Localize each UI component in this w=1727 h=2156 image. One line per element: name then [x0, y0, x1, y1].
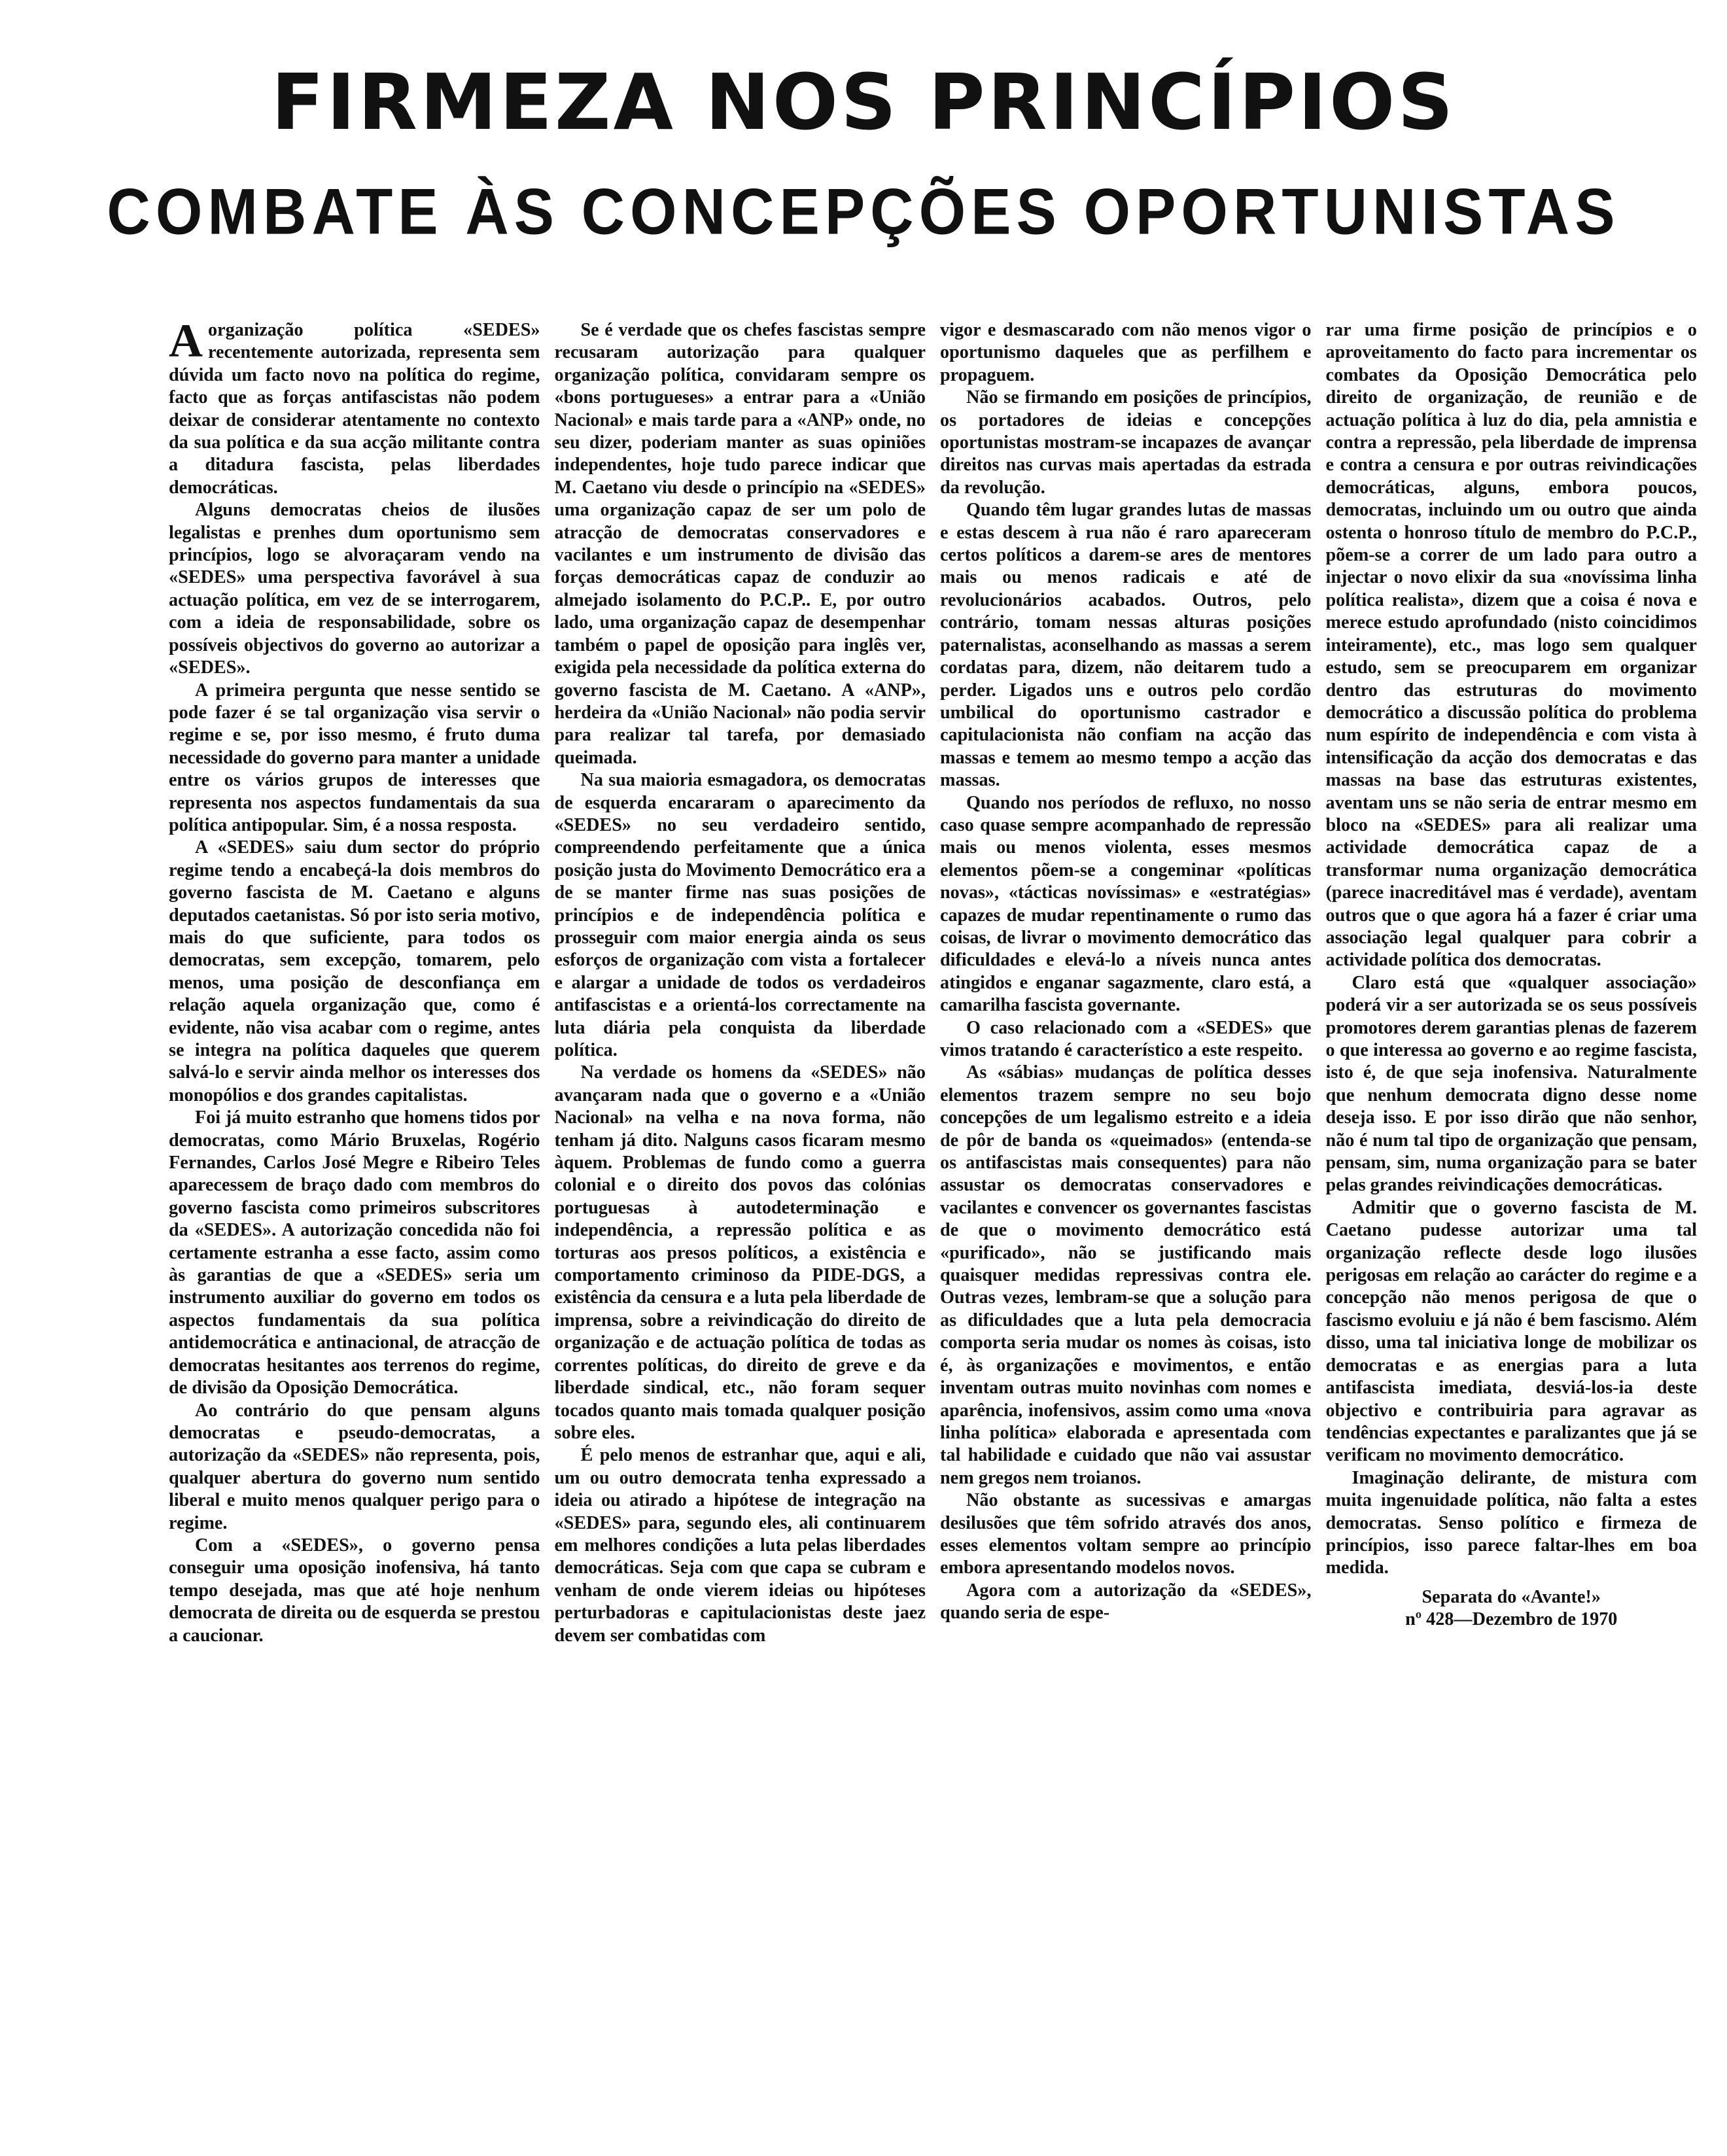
- column-1: [169, 319, 540, 2134]
- article-body: [169, 319, 1697, 2134]
- paragraph: rar uma firme posição de princípios e o aproveitamento do facto para incrementar os combates da Oposição Democrática pelo direito de organização, de reunião e de actuação política à luz do dia, pela amnistia e contra a repressão, pela liberdade de imprensa e contra a censura e por outras reivindicações democráticas, alguns, embora poucos, democratas, incluindo um ou outro que ainda ostenta o honroso título de membro do P.C.P., põem-se a correr de um lado para outro a injectar o novo elixir da sua «novíssima linha política realista», dizem que a coisa é nova e merece estudo aprofundado (nisto coincidimos inteiramente), etc., mas logo sem qualquer estudo, sem se preocuparem em organizar dentro das estruturas do movimento democrático a discussão política do problema num espírito de independência e com vista à intensificação da acção dos democratas e das massas na base das estruturas existentes, aventam uns se não seria de entrar mesmo em bloco na «SEDES» para ali realizar uma actividade democrática capaz de a transformar numa organização democrática (parece inacreditável mas é verdade), aventam outros que o que agora há a fazer é criar uma associação legal qualquer para cobrir a actividade política dos democratas.: [1325, 320, 1697, 971]
- paragraph: Admitir que o governo fascista de M. Caetano pudesse autorizar uma tal organização reflecte desde logo ilusões perigosas em relação ao carácter do regime e a concepção não menos perigosa de que o fascismo evoluiu e já não é bem fascismo. Além disso, uma tal iniciativa longe de mobilizar os democratas e as energias para a luta antifascista imediata, desviá-los-ia deste objectivo e contribuiria para agravar as tendências expectantes e paralizantes que já se verificam no movimento democrático.: [1325, 1197, 1697, 1466]
- paragraph: Quando têm lugar grandes lutas de massas e estas descem à rua não é raro apareceram certos políticos a darem-se ares de mentores mais ou menos radicais e até de revolucionários acabados. Outros, pelo contrário, tomam nessas alturas posições paternalistas, aconselhando as massas a serem cordatas para, dizem, não deitarem tudo a perder. Ligados uns e outros pelo cordão umbilical do oportunismo castrador e capitulacionista não confiam na acção das massas e temem ao mesmo tempo a acção das massas.: [940, 500, 1312, 791]
- paragraph: Foi já muito estranho que homens tidos por democratas, como Mário Bruxelas, Rogério Fernandes, Carlos José Megre e Ribeiro Teles aparecessem de braço dado com membros do governo fascista como primeiros subscritores da «SEDES». A autorização concedida não foi certamente estranha a esse facto, assim como às garantias de que a «SEDES» seria um instrumento auxiliar do governo em todos os aspectos fundamentais da sua política antidemocrática e antinacional, de atracção de democratas hesitantes aos terrenos do regime, de divisão da Oposição Democrática.: [169, 1107, 540, 1399]
- column-3: [940, 319, 1312, 2134]
- column-4: [1326, 319, 1698, 2134]
- paragraph: Imaginação delirante, de mistura com muita ingenuidade política, não falta a estes democratas. Senso político e firmeza de princípios, isso parece faltar-lhes em boa medida.: [1325, 1467, 1697, 1578]
- paragraph: Claro está que «qualquer associação» poderá vir a ser autorizada se os seus possíveis promotores derem garantias plenas de fazerem o que interessa ao governo e ao regime fascista, isto é, de que seja inofensiva. Naturalmente que nenhum democrata digno desse nome deseja isso. E por isso dirão que não senhor, não é num tal tipo de organização que pensam, pensam, sim, numa organização para se bater pelas grandes reivindicações democráticas.: [1325, 972, 1697, 1196]
- paragraph: vigor e desmascarado com não menos vigor o oportunismo daqueles que as perfilhem e propaguem.: [940, 320, 1312, 385]
- paragraph: Na verdade os homens da «SEDES» não avançaram nada que o governo e a «União Nacional» na velha e na nova forma, não tenham já dito. Nalguns casos ficaram mesmo àquem. Problemas de fundo como a guerra colonial e o direito dos povos das colónias portuguesas à autodeterminação e independência, a repressão política e as torturas aos presos políticos, a existência e comportamento criminoso da PIDE-DGS, a existência da censura e a luta pela liberdade de imprensa, sobre a reivindicação do direito de organização e de actuação política de todas as correntes políticas, do direito de greve e da liberdade sindical, etc., não foram sequer tocados quanto mais tomada qualquer posição sobre eles.: [554, 1062, 926, 1443]
- source-line: Separata do «Avante!»: [1422, 1586, 1601, 1607]
- column-2: [555, 319, 926, 2134]
- paragraph: Na sua maioria esmagadora, os democratas de esquerda encararam o aparecimento da «SEDES» no seu verdadeiro sentido, compreendendo perfeitamente que a única posição justa do Movimento Democrático era a de se manter firme nas suas posições de princípios e de independência política e prosseguir com maior energia ainda os seus esforços de organização com vista a fortalecer e alargar a unidade de todos os verdadeiros antifascistas e a orientá-los correctamente na luta diária pela conquista da liberdade política.: [554, 770, 926, 1060]
- article-subtitle: COMBATE ÀS CONCEPÇÕES OPORTUNISTAS: [107, 175, 1620, 249]
- paragraph: A primeira pergunta que nesse sentido se pode fazer é se tal organização visa servir o regime e se, por isso mesmo, é fruto duma necessidade do governo para manter a unidade entre os vários grupos de interesses que representa nos aspectos fundamentais da sua política antipopular. Sim, é a nossa resposta.: [169, 680, 540, 835]
- paragraph: Alguns democratas cheios de ilusões legalistas e prenhes dum oportunismo sem princípios, logo se alvoraçaram vendo na «SEDES» uma perspectiva favorável à sua actuação política, em vez de se interrogarem, com a ideia de responsabilidade, sobre os possíveis objectivos do governo ao autorizar a «SEDES».: [169, 500, 540, 678]
- paragraph: É pelo menos de estranhar que, aqui e ali, um ou outro democrata tenha expressado a ideia ou atirado a hipótese de integração na «SEDES» para, segundo eles, ali continuarem em melhores condições a luta pelas liberdades democráticas. Seja com que capa se cubram e venham de onde vierem ideias ou hipóteses perturbadoras e capitulacionistas deste jaez devem ser combatidas com: [554, 1445, 926, 1646]
- paragraph: Quando nos períodos de refluxo, no nosso caso quase sempre acompanhado de repressão mais ou menos violenta, esses mesmos elementos põem-se a congeminar «políticas novas», «tácticas novíssimas» e «estratégias» capazes de mudar repentinamente o rumo das coisas, de livrar o movimento democrático das dificuldades e elevá-lo a níveis nunca antes atingidos e enganar sagazmente, claro está, a camarilha fascista governante.: [940, 792, 1312, 1016]
- drop-cap: A: [169, 319, 203, 367]
- issue-date-line: nº 428—Dezembro de 1970: [1405, 1609, 1618, 1630]
- paragraph: Aorganização política «SEDES» recentemente autorizada, representa sem dúvida um facto novo na política do regime, facto que as forças antifascistas não podem deixar de considerar atentamente no contexto da sua política e da sua acção militante contra a ditadura fascista, pelas liberdades democráticas.: [169, 319, 540, 498]
- paragraph: Não se firmando em posições de princípios, os portadores de ideias e concepções oportunistas mostram-se incapazes de avançar direitos nas curvas mais apertadas da estrada da revolução.: [940, 387, 1312, 498]
- article-title: FIRMEZA NOS PRINCÍPIOS: [271, 57, 1456, 147]
- paragraph: A «SEDES» saiu dum sector do próprio regime tendo a encabeçá-la dois membros do governo fascista de M. Caetano e alguns deputados caetanistas. Só por isto seria motivo, mais do que suficiente, para todos os democratas, sem excepção, tomarem, pelo menos, uma posição de desconfiança em relação aquela organização que, como é evidente, não visa acabar com o regime, antes se integra na política daqueles que querem salvá-lo e servir ainda melhor os interesses dos monopólios e dos grandes capitalistas.: [169, 837, 540, 1105]
- paragraph: Ao contrário do que pensam alguns democratas e pseudo-democratas, a autorização da «SEDES» não representa, pois, qualquer abertura do governo num sentido liberal e muito menos qualquer perigo para o regime.: [169, 1400, 540, 1533]
- paragraph: As «sábias» mudanças de política desses elementos trazem sempre no seu bojo concepções de um legalismo estreito e a ideia de pôr de banda os «queimados» (entenda-se os antifascistas mais consequentes) para não assustar os democratas conservadores e vacilantes e convencer os governantes fascistas de que o movimento democrático está «purificado», não se justificando mais quaisquer medidas repressivas contra ele. Outras vezes, lembram-se que a solução para as dificuldades que a luta pela democracia comporta seria mudar os nomes às coisas, isto é, às organizações e movimentos, e então inventam outras muito novinhas com nomes e aparência, inofensivos, assim como uma «nova linha política» elaborada e apresentada com tal habilidade e cuidado que não vai assustar nem gregos nem troianos.: [940, 1062, 1312, 1488]
- paragraph: Agora com a autorização da «SEDES», quando seria de espe-: [940, 1580, 1312, 1624]
- paragraph: Não obstante as sucessivas e amargas desilusões que têm sofrido através dos anos, esses elementos voltam sempre ao princípio embora apresentando modelos novos.: [940, 1490, 1312, 1578]
- paragraph: Se é verdade que os chefes fascistas sempre recusaram autorização para qualquer organização política, convidaram sempre os «bons portugueses» a entrar para a «União Nacional» e mais tarde para a «ANP» onde, no seu dizer, poderiam manter as suas opiniões independentes, hoje tudo parece indicar que M. Caetano viu desde o princípio na «SEDES» uma organização capaz de ser um polo de atracção de democratas conservadores e vacilantes e um instrumento de divisão das forças democráticas capaz de conduzir ao almejado isolamento do P.C.P.. E, por outro lado, uma organização capaz de desempenhar também o papel de oposição para inglês ver, exigida pela necessidade da política externa do governo fascista de M. Caetano. A «ANP», herdeira da «União Nacional» não podia servir para realizar tal tarefa, por demasiado queimada.: [554, 320, 926, 768]
- paragraph: Com a «SEDES», o governo pensa conseguir uma oposição inofensiva, há tanto tempo desejada, mas que até hoje nenhum democrata de direita ou de esquerda se prestou a caucionar.: [169, 1535, 540, 1646]
- paragraph: O caso relacionado com a «SEDES» que vimos tratando é característico a este respeito.: [940, 1017, 1312, 1060]
